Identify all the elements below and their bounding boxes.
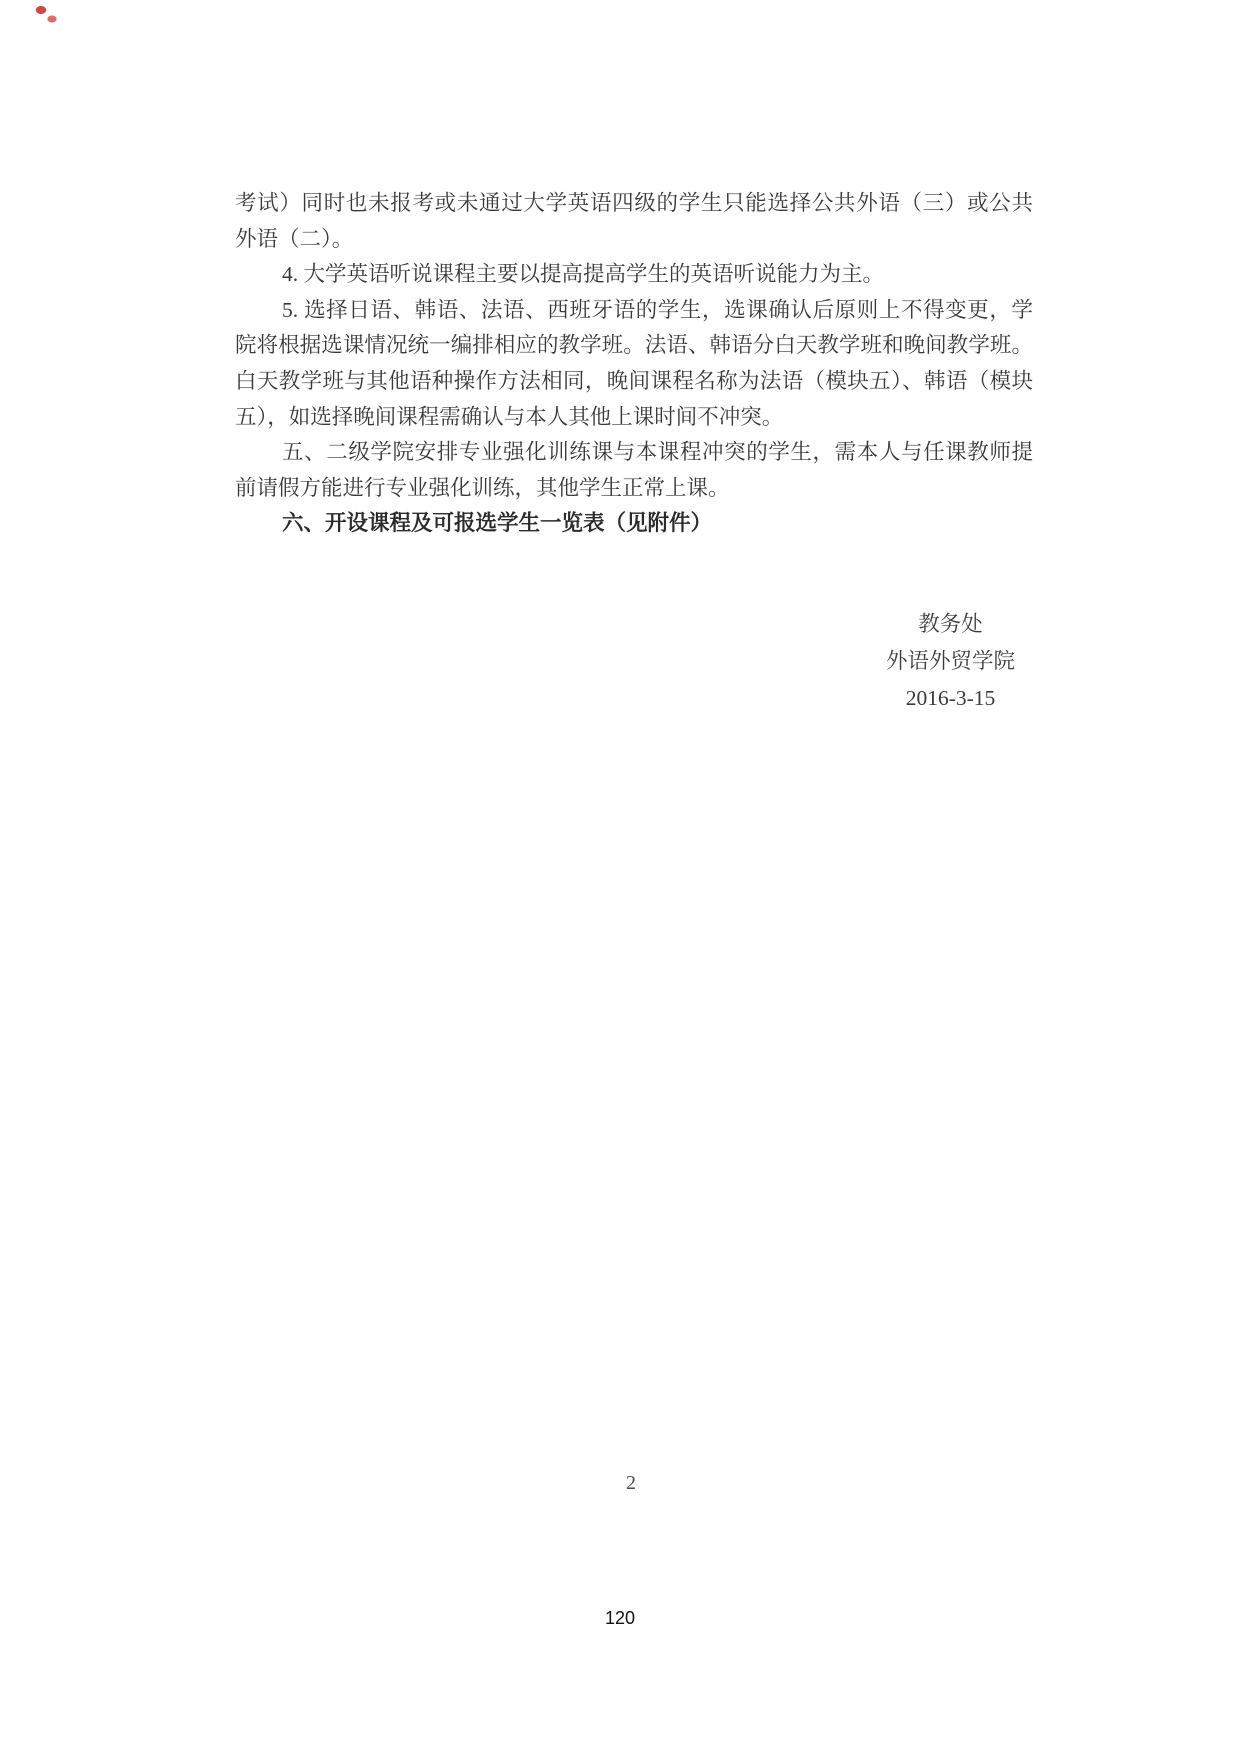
text-line: 院将根据选课情况统一编排相应的教学班。法语、韩语分白天教学班和晚间教学班。 bbox=[235, 333, 1033, 358]
signature-block bbox=[843, 606, 1058, 717]
text-line: 考试）同时也未报考或未通过大学英语四级的学生只能选择公共外语（三）或公共 bbox=[235, 191, 1033, 215]
text-line: 五、二级学院安排专业强化训练课与本课程冲突的学生，需本人与任课教师提 bbox=[282, 440, 1033, 465]
text-line: 白天教学班与其他语种操作方法相同，晚间课程名称为法语（模块五）、韩语（模块 bbox=[235, 368, 1033, 393]
inner-page-number: 2 bbox=[626, 1472, 636, 1494]
document-body bbox=[235, 186, 1033, 542]
text-line: 六、开设课程及可报选学生一览表（见附件） bbox=[282, 511, 713, 536]
text-line: 前请假方能进行专业强化训练，其他学生正常上课。 bbox=[235, 475, 730, 500]
text-line: 4. 大学英语听说课程主要以提高提高学生的英语听说能力为主。 bbox=[282, 262, 885, 287]
text-line: 5. 选择日语、韩语、法语、西班牙语的学生，选课确认后原则上不得变更，学 bbox=[282, 297, 1033, 322]
scan-artifact bbox=[34, 4, 60, 26]
signature-line: 教务处 bbox=[918, 612, 983, 636]
signature-line: 2016-3-15 bbox=[905, 686, 996, 710]
signature-line: 外语外贸学院 bbox=[885, 649, 1015, 673]
footer-page-number: 120 bbox=[604, 1608, 636, 1628]
text-line: 外语（二）。 bbox=[235, 226, 354, 251]
text-line: 五），如选择晚间课程需确认与本人其他上课时间不冲突。 bbox=[235, 404, 784, 429]
